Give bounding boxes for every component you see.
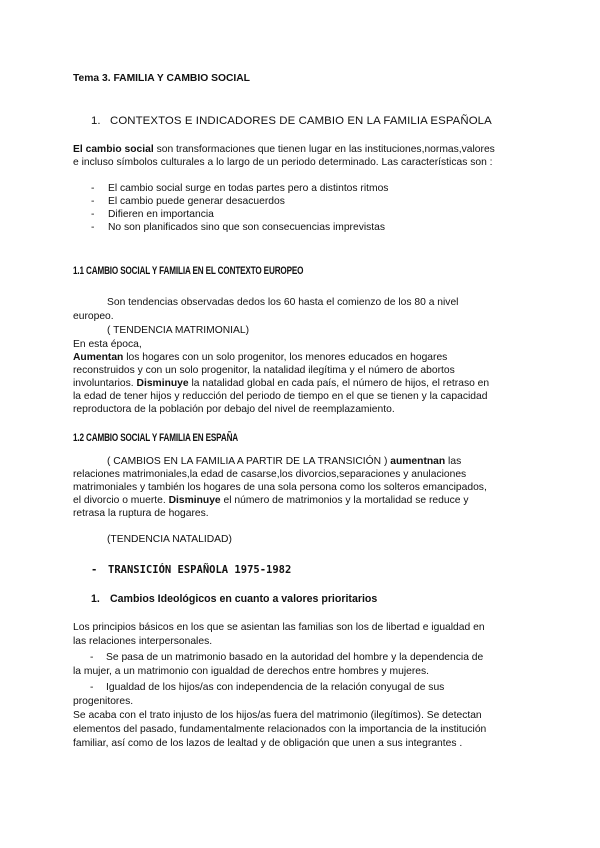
transicion-label: TRANSICIÓN ESPAÑOLA 1975-1982 — [108, 564, 292, 576]
principios-line1: Los principios básicos en los que se asientan las familias son los de libertad e igualdad en — [73, 622, 485, 633]
intro-term: El cambio social — [73, 144, 154, 155]
principios-conclusion-line1: Se acaba con el trato injusto de los hijos/as fuera del matrimonio (ilegítimos). Se detectan — [73, 710, 482, 721]
section11-line4: la edad de tener hijos y reducción del periodo de tiempo en el que se tienen y la capacidad — [73, 391, 488, 402]
principios-dash: - — [90, 682, 94, 693]
aumentan-term: Aumentan — [73, 352, 124, 363]
section12-line1-rest: las — [445, 456, 462, 467]
section12-line5: retrasa la ruptura de hogares. — [73, 508, 209, 519]
section12-line4-rest: el número de matrimonios y la mortalidad se reduce y — [220, 495, 469, 506]
section12-line2: relaciones matrimoniales,la edad de casarse,los divorcios,separaciones y anulaciones — [73, 469, 467, 480]
section12-line4 — [73, 495, 468, 508]
section11-line1-rest: los hogares con un solo progenitor, los menores educados en hogares — [123, 352, 448, 363]
list-dash: - — [91, 209, 95, 220]
list-item: No son planificados sino que son consecuencias imprevistas — [108, 222, 386, 233]
section12-line1 — [107, 456, 461, 469]
section1-number: 1. — [91, 115, 101, 127]
section12-line1-start: ( CAMBIOS EN LA FAMILIA A PARTIR DE LA TRANSICIÓN ) — [107, 456, 391, 467]
section1-heading: CONTEXTOS E INDICADORES DE CAMBIO EN LA FAMILIA ESPAÑOLA — [110, 115, 492, 127]
section11-tendencia: ( TENDENCIA MATRIMONIAL) — [107, 325, 250, 336]
principios-line2: las relaciones interpersonales. — [73, 636, 213, 647]
aumentnan-term: aumentnan — [390, 456, 446, 467]
section11-epoca: En esta época, — [73, 339, 142, 350]
principios-dash: - — [90, 652, 94, 663]
section11-line2: reconstruidos y con un solo progenitor, la natalidad ilegítima y el número de abortos — [73, 365, 455, 376]
section12-tendencia: (TENDENCIA NATALIDAD) — [107, 534, 232, 545]
disminuye-term-2: Disminuye — [168, 495, 221, 506]
section12-line3: matrimoniales y también los hogares de una sola persona como los solteros emancipados, — [73, 482, 487, 493]
section11-line5: reproductora de la población por debajo del nivel de reemplazamiento. — [73, 404, 395, 415]
list-dash: - — [91, 222, 95, 233]
section11-p1-line1: Son tendencias observadas dedos los 60 hasta el comienzo de los 80 a nivel — [107, 297, 459, 308]
section11-p1-line2: europeo. — [73, 311, 114, 322]
subsection1-number: 1. — [91, 593, 100, 605]
section11-line3-rest: la natalidad global en cada país, el número de hijos, el retraso en — [188, 378, 490, 389]
section12-heading: 1.2 CAMBIO SOCIAL Y FAMILIA EN ESPAÑA — [73, 432, 239, 444]
intro-line-1-rest: son transformaciones que tienen lugar en las instituciones,normas,valores — [153, 144, 495, 155]
list-item: El cambio puede generar desacuerdos — [108, 196, 285, 207]
intro-line-1 — [73, 144, 495, 157]
principios-conclusion-line3: familiar, así como de los lazos de lealtad y de obligación que unen a sus integrantes . — [73, 738, 463, 749]
list-item: El cambio social surge en todas partes pero a distintos ritmos — [108, 183, 389, 194]
subsection1-heading: Cambios Ideológicos en cuanto a valores prioritarios — [110, 593, 378, 605]
list-item: Difieren en importancia — [108, 209, 214, 220]
list-dash: - — [91, 183, 95, 194]
intro-line-2: e incluso símbolos culturales a lo largo de un periodo determinado. Las características son : — [73, 157, 493, 168]
section11-heading: 1.1 CAMBIO SOCIAL Y FAMILIA EN EL CONTEXTO EUROPEO — [73, 265, 304, 277]
principios-bullet2-line2: progenitores. — [73, 696, 134, 707]
list-dash: - — [91, 196, 95, 207]
principios-conclusion-line2: elementos del pasado, fundamentalmente relacionados con la importancia de la institución — [73, 724, 487, 735]
principios-bullet1-line1: Se pasa de un matrimonio basado en la autoridad del hombre y la dependencia de — [106, 652, 484, 663]
section12-line4-start: el divorcio o muerte. — [73, 495, 169, 506]
principios-bullet2-line1: Igualdad de los hijos/as con independencia de la relación conyugal de sus — [106, 682, 445, 693]
section11-line3 — [73, 378, 489, 391]
section11-line3-start: involuntarios. — [73, 378, 137, 389]
transicion-dash: - — [91, 564, 98, 576]
section11-line1 — [73, 352, 447, 365]
principios-bullet1-line2: la mujer, a un matrimonio con igualdad de derechos entre hombres y mujeres. — [73, 666, 430, 677]
document-title: Tema 3. FAMILIA Y CAMBIO SOCIAL — [73, 73, 250, 84]
disminuye-term: Disminuye — [136, 378, 189, 389]
